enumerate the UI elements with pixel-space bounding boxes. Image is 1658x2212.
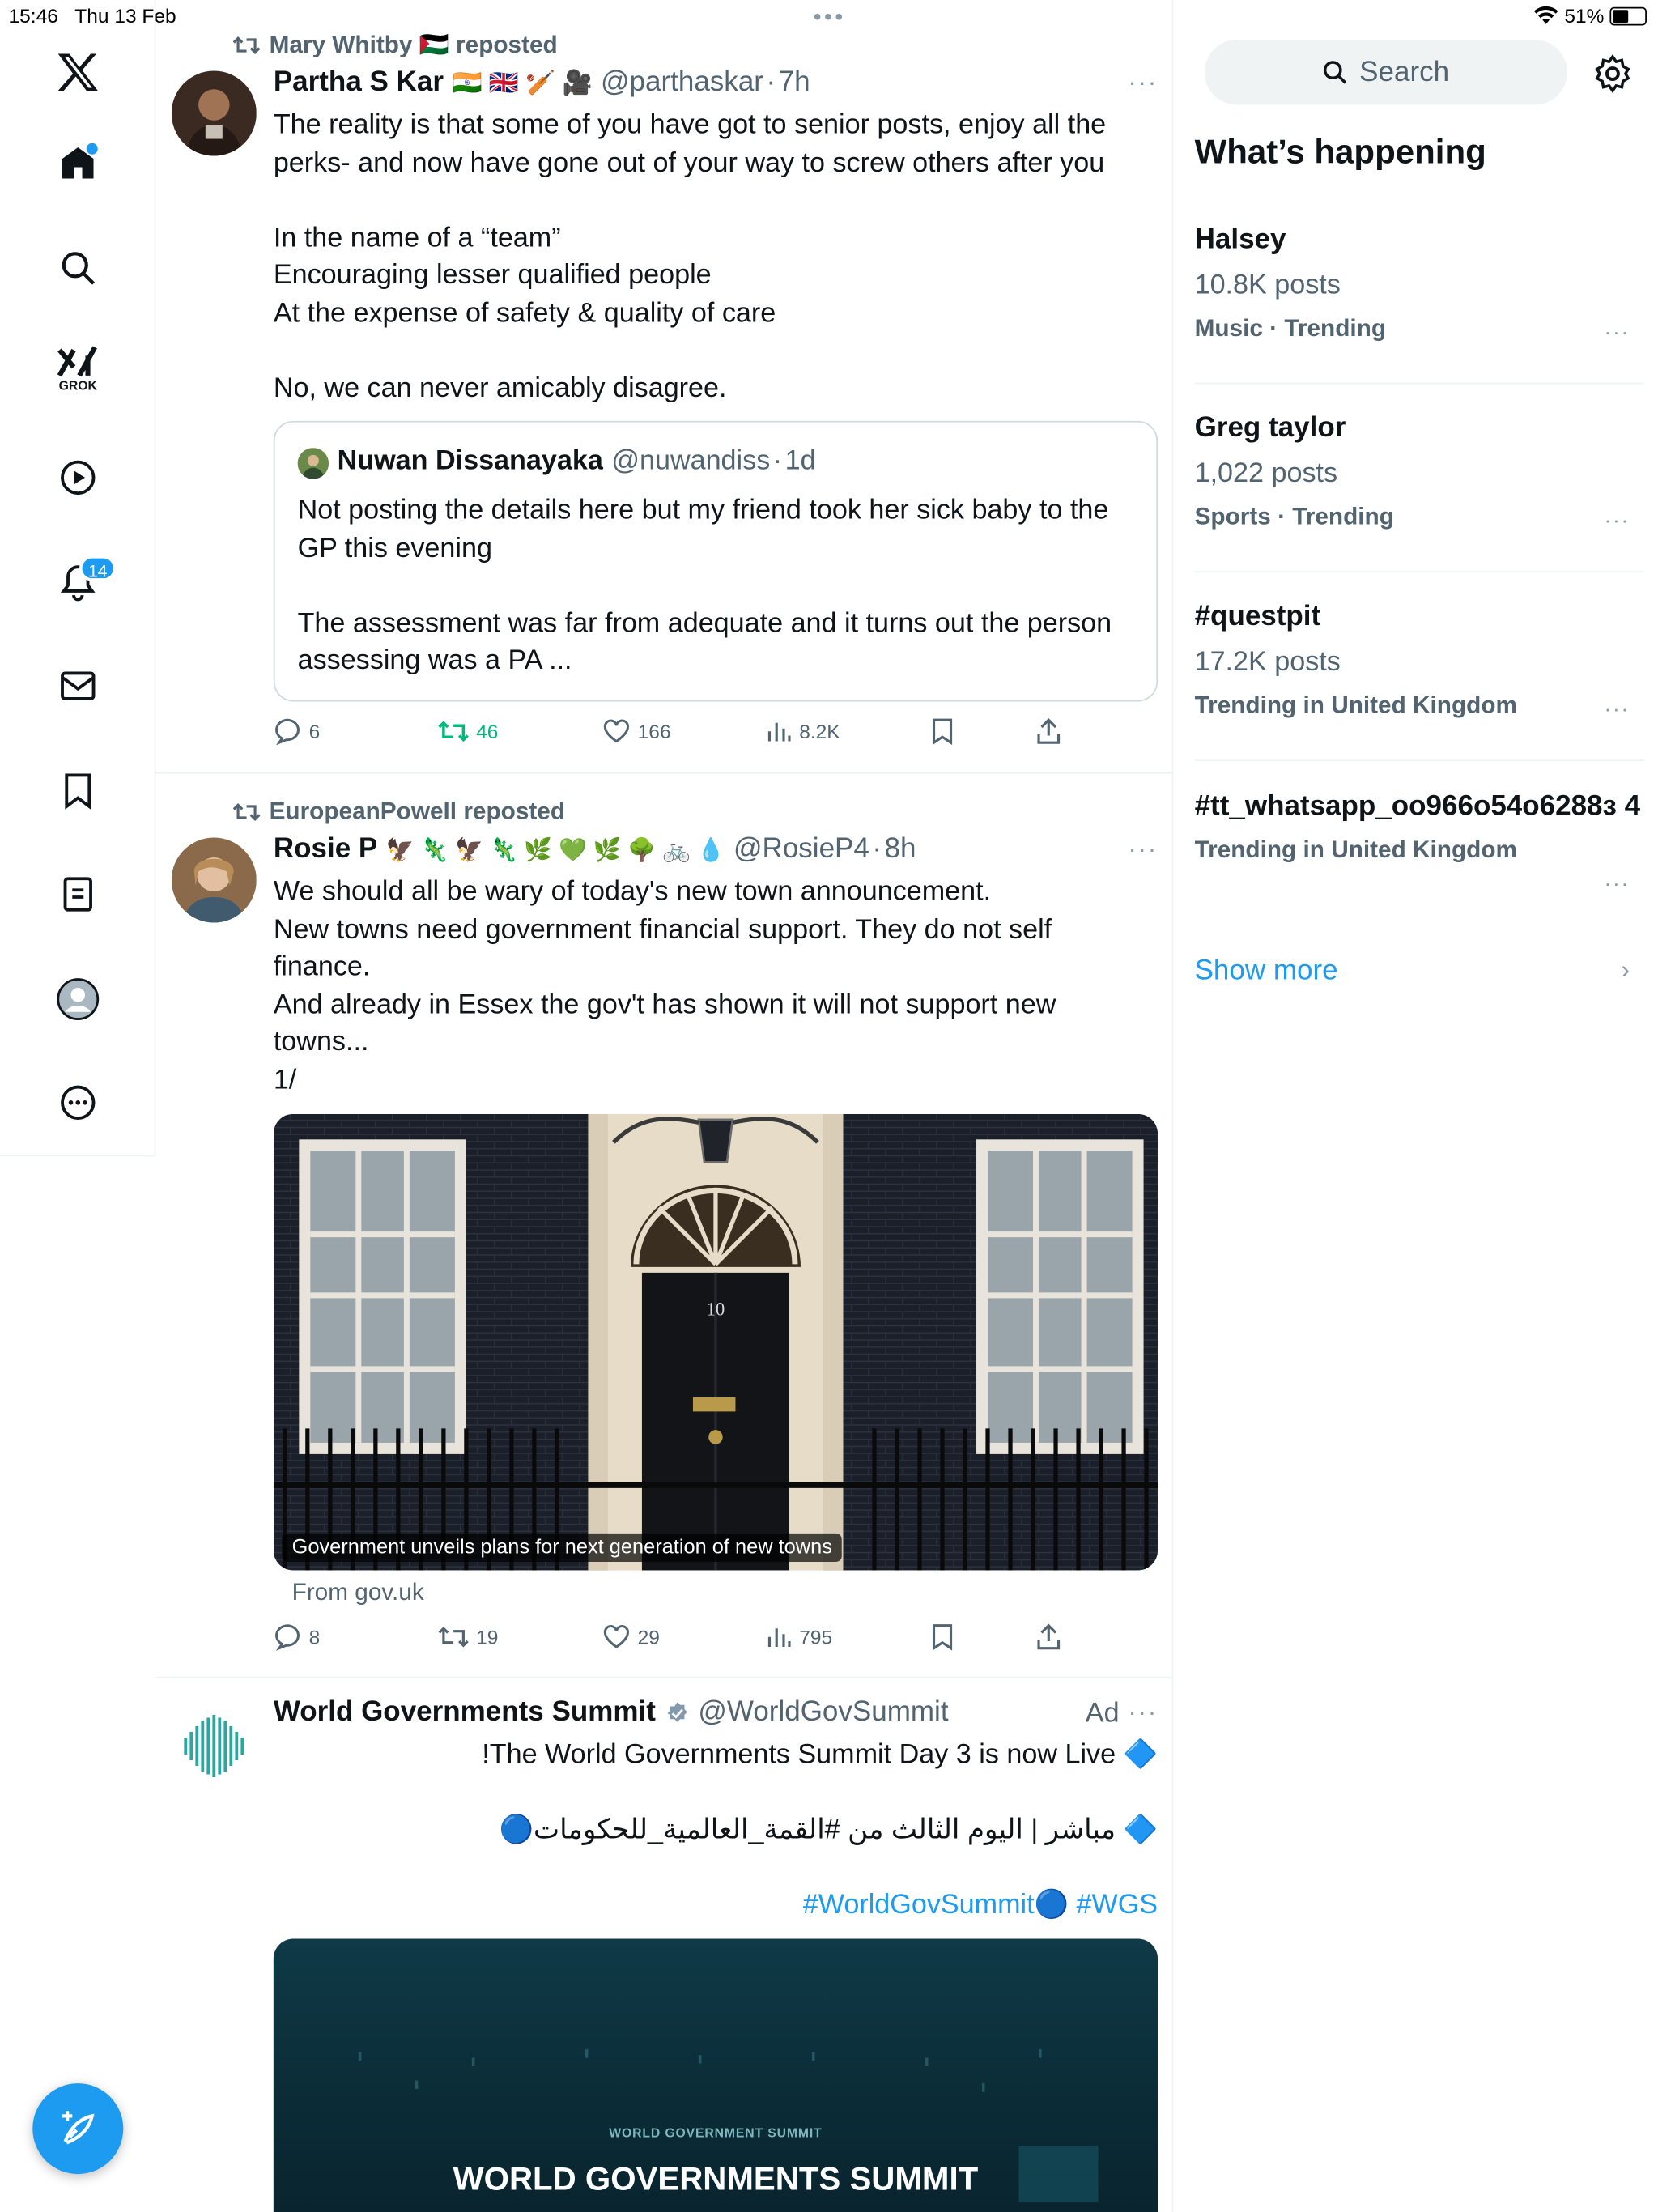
ad-body-line1: !The World Governments Summit Day 3 is now Live 🔷 [482, 1738, 1158, 1771]
search-icon[interactable] [53, 242, 104, 293]
author-name[interactable]: Partha S Kar [273, 66, 444, 98]
video-icon[interactable] [53, 452, 104, 503]
views-button[interactable]: 795 [767, 1624, 931, 1650]
reply-icon [274, 717, 302, 746]
wgs-logo-icon [172, 1704, 257, 1789]
divider [1195, 383, 1644, 385]
battery-icon [1609, 6, 1647, 25]
trend-more-button[interactable]: ··· [1604, 320, 1630, 345]
wifi-icon [1533, 6, 1559, 26]
share-button[interactable] [1036, 717, 1062, 746]
tweet-actions [274, 717, 1082, 746]
notifications-badge: 14 [79, 555, 117, 581]
quote-time: 1d [784, 445, 816, 477]
trends-heading: What’s happening [1194, 133, 1486, 172]
verified-badge-icon [664, 1700, 690, 1726]
left-nav-rail [0, 0, 156, 1156]
ad-media[interactable] [274, 1939, 1158, 2212]
trend-category: Trending in United Kingdom [1194, 691, 1517, 719]
tweet-actions [274, 1623, 1082, 1651]
heart-icon [602, 718, 631, 744]
quote-author-name: Nuwan Dissanayaka [337, 445, 603, 477]
views-button[interactable]: 8.2K [767, 718, 931, 744]
card-source[interactable]: From gov.uk [291, 1578, 424, 1606]
ad-body-line2: 🔷 مباشر | اليوم الثالث من #القمة_العالمية_للحكومات🔵 [499, 1814, 1158, 1846]
timeline-feed [156, 0, 1174, 2212]
settings-gear-icon[interactable] [1592, 54, 1632, 101]
repost-indicator[interactable]: Mary Whitby 🇵🇸 reposted [232, 32, 558, 60]
share-icon [1036, 717, 1062, 746]
trend-category: Trending in United Kingdom [1194, 836, 1517, 863]
views-chart-icon [767, 718, 793, 744]
divider [1195, 759, 1644, 761]
divider [1195, 571, 1644, 572]
avatar[interactable] [172, 837, 257, 922]
like-button[interactable]: 29 [602, 1624, 767, 1650]
battery-percent: 51% [1564, 4, 1605, 28]
trend-category: Music · Trending [1194, 314, 1387, 342]
grok-icon[interactable] [53, 343, 104, 394]
bookmark-icon [931, 1623, 954, 1651]
repost-button[interactable]: 46 [438, 718, 602, 744]
post-more-button[interactable]: ··· [1128, 1697, 1158, 1726]
quote-author-handle: @nuwandiss [611, 445, 771, 477]
messages-icon[interactable] [53, 661, 104, 712]
search-icon [1323, 60, 1349, 86]
profile-avatar-icon[interactable] [53, 974, 104, 1025]
bookmark-button[interactable] [931, 1623, 1036, 1651]
bookmark-button[interactable] [931, 717, 1036, 746]
repost-button[interactable]: 19 [438, 1624, 602, 1650]
tweet-header: Partha S Kar 🇮🇳 🇬🇧 🏏 🎥 @parthaskar · 7h [273, 66, 810, 98]
trend-item[interactable] [1195, 791, 1644, 865]
door-number: 10 [706, 1299, 725, 1320]
feather-plus-icon [57, 2108, 100, 2150]
author-name-emoji: 🦅 🦎 🦅 🦎 🌿 💚 🌿 🌳 🚲 💧 [385, 838, 725, 863]
trend-more-button[interactable]: ··· [1604, 871, 1630, 896]
link-card-image[interactable] [274, 1114, 1158, 1571]
reply-button[interactable]: 6 [274, 717, 438, 746]
trend-item[interactable] [1195, 601, 1644, 720]
trend-name: #questpit [1194, 601, 1321, 632]
repost-indicator[interactable]: EuropeanPowell reposted [232, 798, 565, 826]
divider [156, 1677, 1172, 1678]
ad-label: Ad [1085, 1697, 1120, 1729]
trend-posts: 17.2K posts [1194, 646, 1341, 678]
banner-small-text: WORLD GOVERNMENT SUMMIT [609, 2125, 823, 2141]
trend-more-button[interactable]: ··· [1604, 508, 1630, 534]
post-time[interactable]: 8h [884, 833, 916, 865]
chevron-right-icon: › [1621, 955, 1630, 984]
reply-icon [274, 1623, 302, 1651]
author-name[interactable]: Rosie P [273, 833, 378, 865]
author-handle[interactable]: @WorldGovSummit [698, 1696, 949, 1728]
views-chart-icon [767, 1624, 793, 1650]
x-logo-icon[interactable] [53, 47, 104, 98]
reply-button[interactable]: 8 [274, 1623, 438, 1651]
trend-posts: 10.8K posts [1194, 269, 1341, 301]
repost-icon [232, 801, 261, 823]
tweet-header: Rosie P 🦅 🦎 🦅 🦎 🌿 💚 🌿 🌳 🚲 💧 @RosieP4 · 8h [273, 833, 916, 865]
tweet-body: The reality is that some of you have got to senior posts, enjoy all the perks- and now have gone out of your way to screw others after you In the name of a “team” Encouraging lesser qualified people At the expense of safety & quality of care No, we can never amicably disagree. [273, 108, 1107, 403]
quote-header: Nuwan Dissanayaka @nuwandiss · 1d [337, 445, 816, 477]
bookmarks-icon[interactable] [53, 765, 104, 816]
trend-category: Sports · Trending [1194, 503, 1394, 530]
trend-name: Greg taylor [1194, 412, 1346, 444]
trend-name: #tt_whatsapp_oo966o54o6288з 4 [1194, 790, 1641, 823]
search-input[interactable]: Search [1205, 40, 1567, 105]
quote-body: Not posting the details here but my friend took her sick baby to the GP this evening The assessment was far from adequate and it turns out the person assessing was a PA ... [297, 494, 1112, 676]
author-handle[interactable]: @parthaskar [601, 66, 763, 98]
heart-icon [602, 1624, 631, 1650]
card-caption: Government unveils plans for next generation of new towns [282, 1534, 842, 1562]
compose-post-button[interactable] [32, 2083, 123, 2174]
grok-label: GROK [58, 378, 97, 393]
multitask-dots[interactable]: ••• [813, 6, 846, 30]
avatar[interactable] [172, 1704, 257, 1789]
show-more-link[interactable]: Show more [1194, 955, 1338, 987]
ad-hashtags[interactable]: #WorldGovSummit🔵 #WGS [802, 1889, 1158, 1921]
repost-icon [438, 1624, 470, 1650]
more-options-icon[interactable] [53, 1077, 104, 1128]
divider [156, 772, 1172, 774]
share-icon [1036, 1623, 1062, 1651]
trend-posts: 1,022 posts [1194, 457, 1338, 489]
post-time[interactable]: 7h [778, 66, 810, 98]
tweet-header [274, 1696, 949, 1729]
quote-avatar [298, 448, 329, 479]
post-more-button[interactable]: ··· [1128, 834, 1158, 863]
trend-more-button[interactable]: ··· [1604, 697, 1630, 721]
author-name-emoji: 🇮🇳 🇬🇧 🏏 🎥 [452, 68, 593, 96]
home-icon[interactable] [53, 138, 104, 189]
banner-title: WORLD GOVERNMENTS SUMMIT [453, 2159, 979, 2197]
repost-icon [438, 718, 470, 744]
lists-icon[interactable] [53, 869, 104, 920]
share-button[interactable] [1036, 1623, 1062, 1651]
status-bar-right [1533, 4, 1647, 27]
avatar[interactable] [172, 71, 257, 156]
tweet-body: We should all be wary of today's new town announcement. New towns need government financial support. They do not self finance. And already in Essex the gov't has shown it will not support new towns... 1/ [273, 875, 1056, 1095]
trend-item[interactable] [1194, 412, 1644, 534]
like-button[interactable]: 166 [602, 718, 767, 744]
status-bar-clock: 15:46 Thu 13 Feb [8, 4, 176, 28]
trend-item[interactable] [1195, 224, 1644, 343]
repost-icon [232, 34, 261, 57]
author-name[interactable]: World Governments Summit [273, 1696, 656, 1728]
bookmark-icon [931, 717, 954, 746]
trend-name: Halsey [1194, 223, 1286, 256]
post-more-button[interactable]: ··· [1128, 68, 1158, 97]
author-handle[interactable]: @RosieP4 [733, 833, 869, 865]
quoted-post[interactable] [274, 421, 1158, 702]
